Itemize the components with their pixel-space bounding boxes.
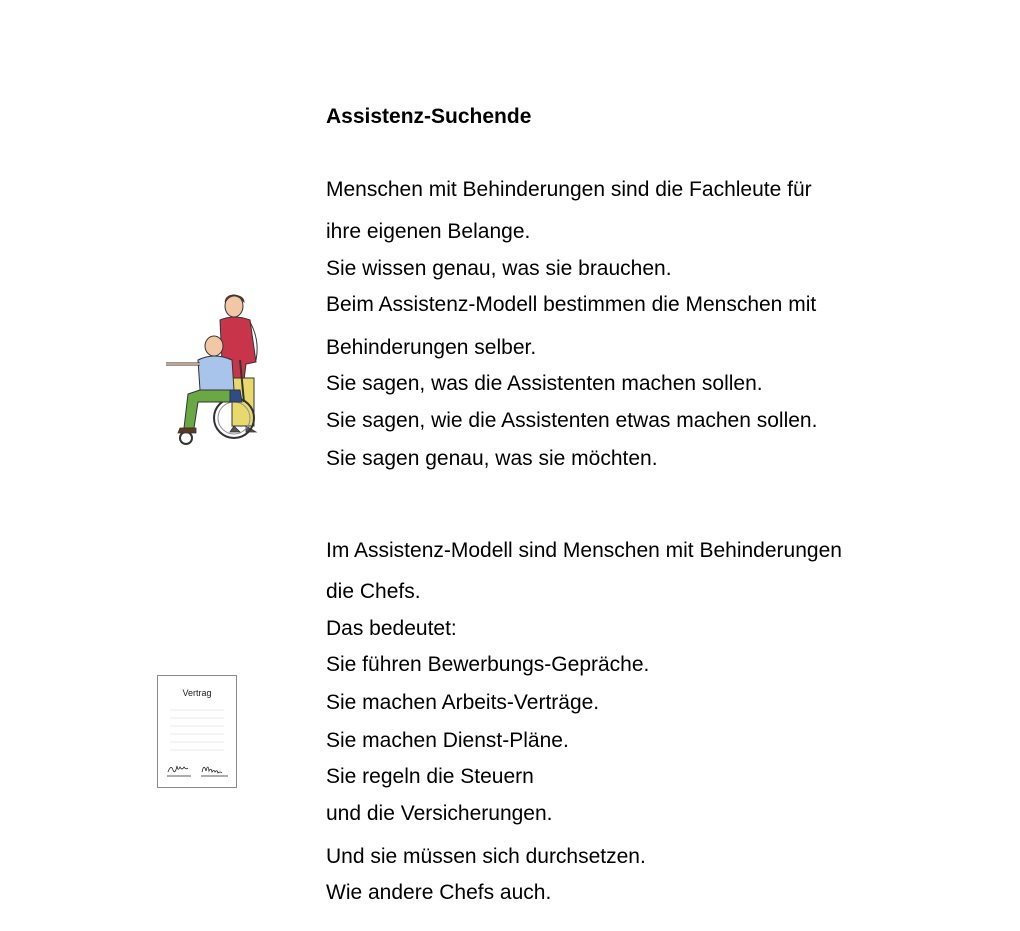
text-line: Behinderungen selber. [326,336,537,359]
text-line: und die Versicherungen. [326,802,553,825]
signed-contract-icon [157,675,237,788]
text-line: Sie regeln die Steuern [326,765,534,788]
text-line: Menschen mit Behinderungen sind die Fachleute für [326,178,812,201]
text-line: Sie führen Bewerbungs-Gepräche. [326,653,650,676]
text-line: Sie sagen genau, was sie möchten. [326,447,658,470]
text-line: Und sie müssen sich durchsetzen. [326,845,646,868]
text-line: Wie andere Chefs auch. [326,881,552,904]
text-line: Sie machen Dienst-Pläne. [326,729,569,752]
person-pushing-wheelchair-icon [160,290,265,450]
signature-icon [167,766,228,776]
text-line: Sie sagen, wie die Assistenten etwas machen sollen. [326,409,818,432]
text-line: Sie wissen genau, was sie brauchen. [326,257,672,280]
section-heading: Assistenz-Suchende [326,105,532,128]
text-line: Das bedeutet: [326,617,457,640]
text-line: Sie sagen, was die Assistenten machen sollen. [326,372,763,395]
text-line: ihre eigenen Belange. [326,220,531,243]
text-line: Beim Assistenz-Modell bestimmen die Menschen mit [326,293,817,316]
contract-lines-graphic [158,676,236,787]
contract-title: Vertrag [182,688,212,698]
text-line: Sie machen Arbeits-Verträge. [326,691,600,714]
text-line: Im Assistenz-Modell sind Menschen mit Behinderungen [326,539,842,562]
text-line: die Chefs. [326,580,421,603]
